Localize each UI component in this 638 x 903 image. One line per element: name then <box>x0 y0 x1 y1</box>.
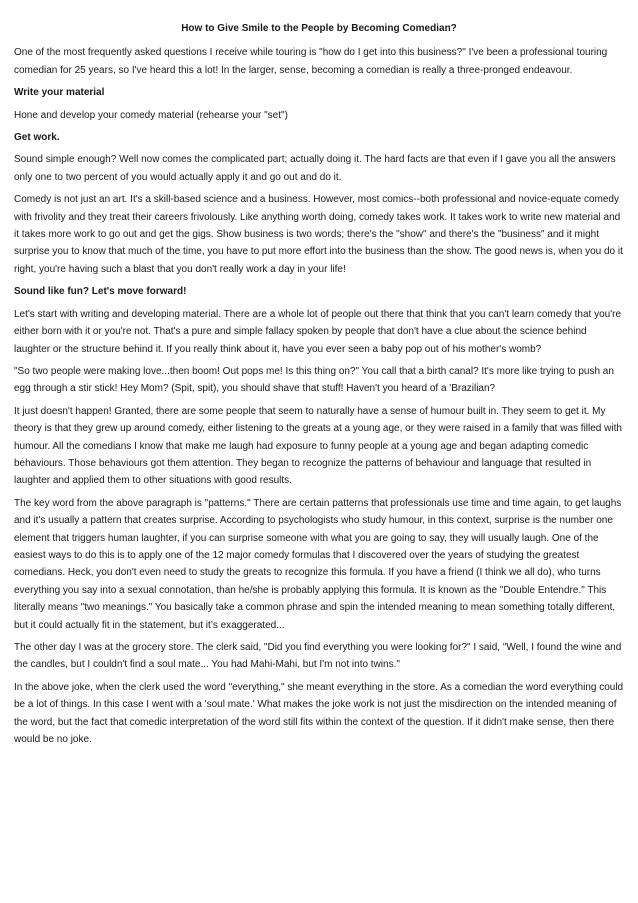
paragraph-natural-humour: It just doesn't happen! Granted, there are some people that seem to naturally have a sense of humour built in. They seem to get it. My theory is that they grew up around comedy, either listening to the greats at a young age, or they were raised in a family that was filled with humour. All the comedians I know that make me laugh had exposure to funny people at a young age and began adapting comedic behaviours. Those behaviours got them attention. They began to recognize the patterns of behaviour and language that resulted in laughter and applied them to other situations with good results. <box>14 405 622 487</box>
heading-get-work: Get work. <box>14 132 60 144</box>
paragraph-comedy-business: Comedy is not just an art. It's a skill-based science and a business. However, most comics--both professional and novice-equate comedy with frivolity and they treat their careers frivolously. Like anything worth doing, comedy takes work. It takes work to write new material and it takes more work to go out and get the gigs. Show business is two words; there's the "show" and there's the "business" and it might surprise you to know that much of the time, you have to put more effort into the business than the show. The good news is, when you do it right, you're having such a blast that you don't really work a day in your life! <box>14 194 623 275</box>
paragraph-joke-birth: "So two people were making love...then boom! Out pops me! Is this thing on?" You call that a birth canal? It's more like trying to push an egg through a stir stick! Hey Mom? (Spit, spit), you should shave that stuff! Haven't you heard of a 'Brazilian? <box>14 365 614 395</box>
heading-write-material: Write your material <box>14 87 105 99</box>
heading-sound-like-fun: Sound like fun? Let's move forward! <box>14 286 187 298</box>
paragraph-patterns: The key word from the above paragraph is "patterns." There are certain patterns that professionals use time and time again, to get laughs and it's usually a pattern that creates surprise. According to psychologists who study humour, in this context, surprise is the number one element that triggers human laughter, if you can surprise someone with what you are going to say, they will usually laugh. One of the easiest ways to do this is to apply one of the 12 major comedy formulas that I discovered over the years of studying the greatest comedians. Heck, you don't even need to study the greats to recognize this formula. If you have a friend (I think we all do), who turns everything you say into a sexual connotation, than he/she is probably applying this formula. It is known as the "Double Entendre." This literally means "two meanings." You basically take a common phrase and spin the intended meaning to mean something totally different, but it could actually fit in the statement, but it’s exaggerated... <box>14 497 622 631</box>
paragraph-joke-explanation: In the above joke, when the clerk used the word "everything," she meant everything in the store. As a comedian the word everything could be a lot of things. In this case I went with a 'soul mate.' What makes the joke work is not just the misdirection on the intended meaning of the word, but the fact that comedic interpretation of the word still fits within the context of the question. If it didn't make sense, then there would be no joke. <box>14 681 624 746</box>
paragraph-hone: Hone and develop your comedy material (rehearse your "set") <box>14 109 288 121</box>
paragraph-simple-enough: Sound simple enough? Well now comes the complicated part; actually doing it. The hard facts are that even if I gave you all the answers only one to two percent of you would actually apply it and go out and do it. <box>14 154 616 183</box>
document-title: How to Give Smile to the People by Becoming Comedian? <box>181 23 457 34</box>
paragraph-intro: One of the most frequently asked questions I receive while touring is "how do I get into this business?" I've been a professional touring comedian for 25 years, so I've heard this a lot! In the larger, sense, becoming a comedian is really a three-pronged endeavour. <box>14 47 608 76</box>
paragraph-writing-material: Let's start with writing and developing material. There are a whole lot of people out there that think that you can't learn comedy that you're either born with it or you're not. That's a pure and simple fallacy spoken by people that don't have a clue about the science behind laughter or the structure behind it. If you really think about it, have you ever seen a baby pop out of his mother's womb? <box>14 308 622 355</box>
paragraph-grocery-joke: The other day I was at the grocery store. The clerk said, "Did you find everything you were looking for?" I said, "Well, I found the wine and the candles, but I couldn't find a soul mate... You had Mahi-Mahi, but I'm not into twins." <box>14 642 622 671</box>
